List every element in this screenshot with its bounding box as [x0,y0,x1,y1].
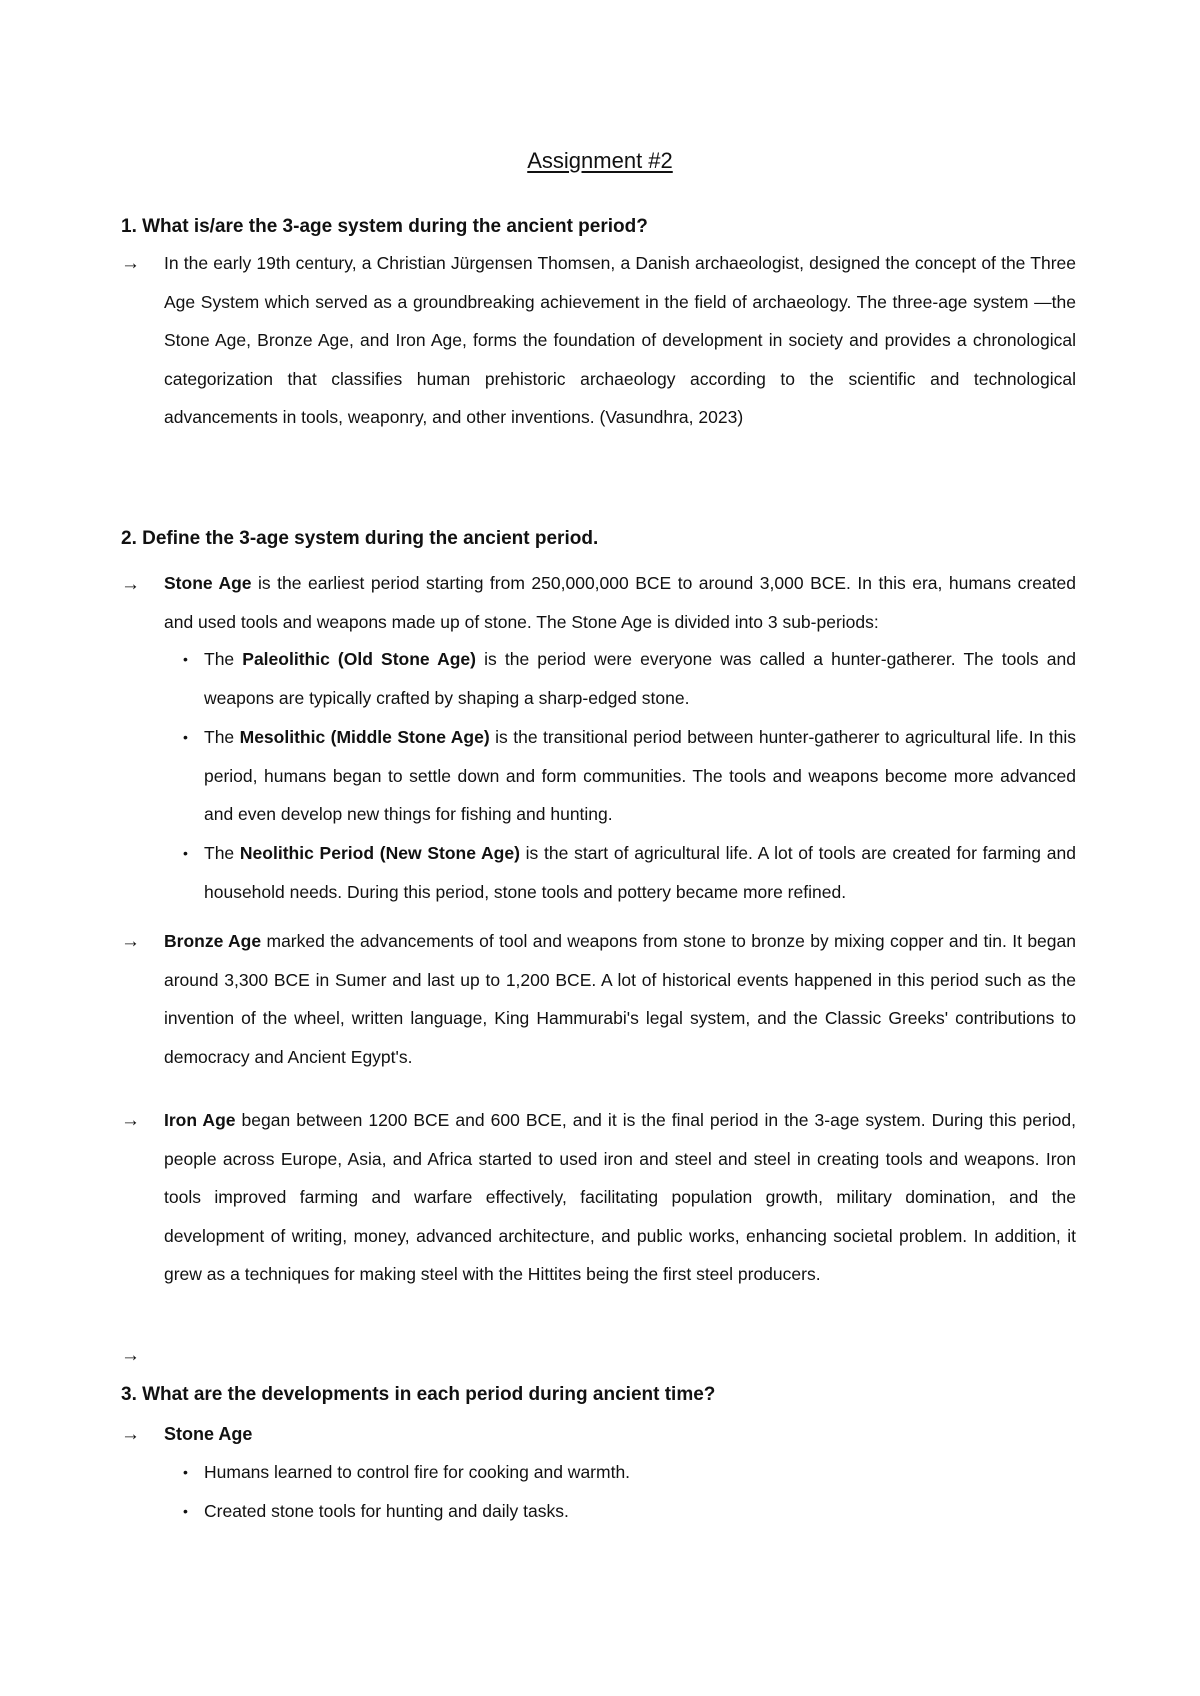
bullet-icon: • [183,845,188,861]
mesolithic-item: The Mesolithic (Middle Stone Age) is the transitional period between hunter-gatherer to agricultural life. In this period, humans began to settle down and form communities. The tools and weapons become more advanced and even develop new things for fishing and hunting. [204,727,1077,825]
stone-age-definition [164,564,1076,641]
stone-age-heading: Stone Age [164,1424,253,1444]
answer-1: In the early 19th century, a Christian Jürgensen Thomsen, a Danish archaeologist, designed the concept of the Three Age System which served as a groundbreaking achievement in the field of archaeology. The three-age system —the Stone Age, Bronze Age, and Iron Age, forms the foundation of development in society and provides a chronological categorization that classifies human prehistoric archaeology according to the scientific and technological advancements in tools, weaponry, and other inventions. (Vasundhra, 2023) [164,253,1076,428]
neolithic-item: The Neolithic Period (New Stone Age) is the start of agricultural life. A lot of tools are created for farming and household needs. During this period, stone tools and pottery became more refined. [204,843,1076,902]
question-3: 3. What are the developments in each period during ancient time? [121,1384,716,1405]
neolithic-term: Neolithic Period (New Stone Age) [239,843,520,863]
bronze-age-definition: Bronze Age marked the advancements of tool and weapons from stone to bronze by mixing copper and tin. It began around 3,300 BCE in Sumer and last up to 1,200 BCE. A lot of historical events happened in this period such as the invention of the wheel, written language, King Hammurabi's legal system, and the Classic Greeks' contributions to democracy and Ancient Egypt's. [164,931,1076,1067]
document-title: Assignment #2 [527,148,673,173]
paleolithic-term: Paleolithic (Old Stone Age) [242,649,476,669]
question-2: 2. Define the 3-age system during the ancient period. [121,528,599,549]
development-item: Humans learned to control fire for cooking and warmth. [204,1462,631,1482]
iron-age-term: Iron Age [164,1110,236,1130]
arrow-icon: → [121,931,140,952]
bullet-icon: • [183,729,188,745]
bullet-icon: • [183,1464,188,1480]
iron-age-definition: Iron Age began between 1200 BCE and 600 BCE, and it is the final period in the 3-age system. During this period, people across Europe, Asia, and Africa started to used iron and steel and steel in creating tools and weapons. Iron tools improved farming and warfare effectively, facilitating population growth, military domination, and the development of writing, money, advanced architecture, and public works, enhancing societal problem. In addition, it grew as a techniques for making steel with the Hittites being the first steel producers. [164,1110,1077,1285]
question-1: 1. What is/are the 3-age system during the ancient period? [121,216,648,237]
development-item: Created stone tools for hunting and daily tasks. [204,1501,569,1521]
bronze-age-term: Bronze Age [164,931,262,951]
stone-age-term: Stone Age [164,573,252,593]
bullet-icon: • [183,1503,188,1519]
paleolithic-item: The Paleolithic (Old Stone Age) is the period were everyone was called a hunter-gatherer. The tools and weapons are typically crafted by shaping a sharp-edged stone. [204,649,1076,708]
mesolithic-term: Mesolithic (Middle Stone Age) [239,727,490,747]
arrow-icon: → [121,253,140,274]
stone-age-text: is the earliest period starting from 250,000,000 BCE to around 3,000 BCE. In this era, humans created and used tools and weapons made up of stone. The Stone Age is divided into 3 sub-periods: [164,573,1077,632]
arrow-icon: → [121,574,140,595]
arrow-icon: → [121,1110,140,1131]
bullet-icon: • [183,651,188,667]
arrow-icon: → [121,1345,140,1366]
arrow-icon: → [121,1424,140,1445]
